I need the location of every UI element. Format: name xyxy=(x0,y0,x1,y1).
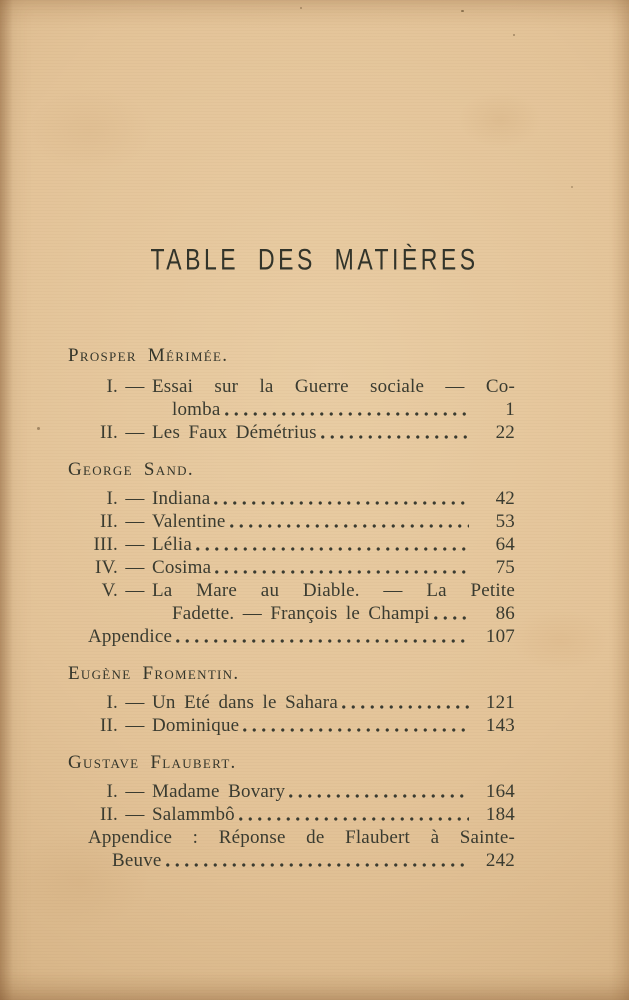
author-section-heading: Gustave Flaubert. xyxy=(68,752,237,773)
author-section-heading: Prosper Mérimée. xyxy=(68,345,229,366)
entry-numeral: III. xyxy=(93,534,118,555)
toc-entry-continuation-row xyxy=(68,849,515,872)
toc-entry-row xyxy=(68,714,515,737)
entry-page-number: 64 xyxy=(495,534,515,555)
table-of-contents xyxy=(0,344,629,872)
entry-dash: — xyxy=(125,488,145,509)
entry-title: Appendice : Réponse de Flaubert à Sainte- xyxy=(88,827,515,848)
entry-title: Indiana xyxy=(152,488,211,509)
dot-leader xyxy=(211,487,469,510)
toc-entry-row xyxy=(68,579,515,602)
author-section-heading: Eugène Fromentin. xyxy=(68,663,240,684)
entry-page-number: 22 xyxy=(495,422,515,443)
toc-entry-row xyxy=(68,691,515,714)
entry-numeral: II. xyxy=(99,511,118,532)
entry-title: Dominique xyxy=(152,715,240,736)
entry-numeral: II. xyxy=(99,715,118,736)
entry-title: Madame Bovary xyxy=(152,781,286,802)
dot-leader xyxy=(286,780,469,803)
entry-numeral: I. xyxy=(106,692,118,713)
entry-title: La Mare au Diable. — La Petite xyxy=(152,580,515,601)
entry-page-number: 143 xyxy=(485,715,515,736)
entry-numeral: I. xyxy=(106,376,118,397)
entry-title: Salammbô xyxy=(152,804,235,825)
page-title: TABLE DES MATIÈRES xyxy=(150,242,479,276)
entry-numeral: I. xyxy=(106,781,118,802)
entry-numeral: IV. xyxy=(95,557,118,578)
entry-title: Appendice xyxy=(88,626,173,647)
dot-leader xyxy=(222,398,470,421)
toc-entry-row xyxy=(68,625,515,648)
toc-entry-row xyxy=(68,510,515,533)
entry-title: Cosima xyxy=(152,557,212,578)
dot-leader xyxy=(163,849,469,872)
toc-section xyxy=(68,458,515,648)
dot-leader xyxy=(431,602,469,625)
entry-dash: — xyxy=(125,804,145,825)
paper-speck xyxy=(513,34,515,36)
entry-title-continuation: lomba xyxy=(172,399,221,420)
entry-page-number: 184 xyxy=(485,804,515,825)
toc-entry-continuation-row xyxy=(68,602,515,625)
entry-title: Les Faux Démétrius xyxy=(152,422,317,443)
dot-leader xyxy=(173,625,469,648)
entry-dash: — xyxy=(125,511,145,532)
entry-page-number: 42 xyxy=(495,488,515,509)
entry-page-number: 242 xyxy=(485,850,515,871)
toc-entry-row xyxy=(68,780,515,803)
entry-numeral: V. xyxy=(101,580,118,601)
entry-numeral: II. xyxy=(99,422,118,443)
toc-section xyxy=(68,344,515,444)
entry-page-number: 164 xyxy=(485,781,515,802)
toc-entry-continuation-row xyxy=(68,398,515,421)
entry-numeral: II. xyxy=(99,804,118,825)
entry-title: Valentine xyxy=(152,511,226,532)
dot-leader xyxy=(212,556,469,579)
paper-speck xyxy=(571,186,573,188)
entry-title: Un Eté dans le Sahara xyxy=(152,692,338,713)
entry-title-continuation: Fadette. — François le Champi xyxy=(172,603,430,624)
toc-entry-row xyxy=(68,803,515,826)
toc-entry-row xyxy=(68,421,515,444)
dot-leader xyxy=(318,421,469,444)
toc-entry-row xyxy=(68,533,515,556)
toc-entry-row xyxy=(68,826,515,849)
entry-dash: — xyxy=(125,781,145,802)
entry-page-number: 86 xyxy=(495,603,515,624)
dot-leader xyxy=(236,803,469,826)
toc-entry-row xyxy=(68,487,515,510)
dot-leader xyxy=(193,533,469,556)
entry-dash: — xyxy=(125,422,145,443)
entry-numeral: I. xyxy=(106,488,118,509)
entry-page-number: 75 xyxy=(495,557,515,578)
entry-title-continuation: Beuve xyxy=(112,850,162,871)
toc-section xyxy=(68,662,515,737)
toc-entry-row xyxy=(68,375,515,398)
paper-speck xyxy=(300,7,302,9)
toc-section xyxy=(68,751,515,872)
entry-page-number: 107 xyxy=(485,626,515,647)
toc-entry-row xyxy=(68,556,515,579)
dot-leader xyxy=(227,510,469,533)
entry-dash: — xyxy=(125,534,145,555)
entry-title: Lélia xyxy=(152,534,193,555)
entry-title: Essai sur la Guerre sociale — Co- xyxy=(152,376,515,397)
entry-dash: — xyxy=(125,557,145,578)
entry-dash: — xyxy=(125,580,145,601)
entry-page-number: 53 xyxy=(495,511,515,532)
dot-leader xyxy=(339,691,469,714)
entry-page-number: 1 xyxy=(505,399,515,420)
entry-page-number: 121 xyxy=(485,692,515,713)
paper-speck xyxy=(461,10,464,12)
author-section-heading: George Sand. xyxy=(68,459,194,480)
dot-leader xyxy=(240,714,469,737)
entry-dash: — xyxy=(125,715,145,736)
entry-dash: — xyxy=(125,376,145,397)
entry-dash: — xyxy=(125,692,145,713)
